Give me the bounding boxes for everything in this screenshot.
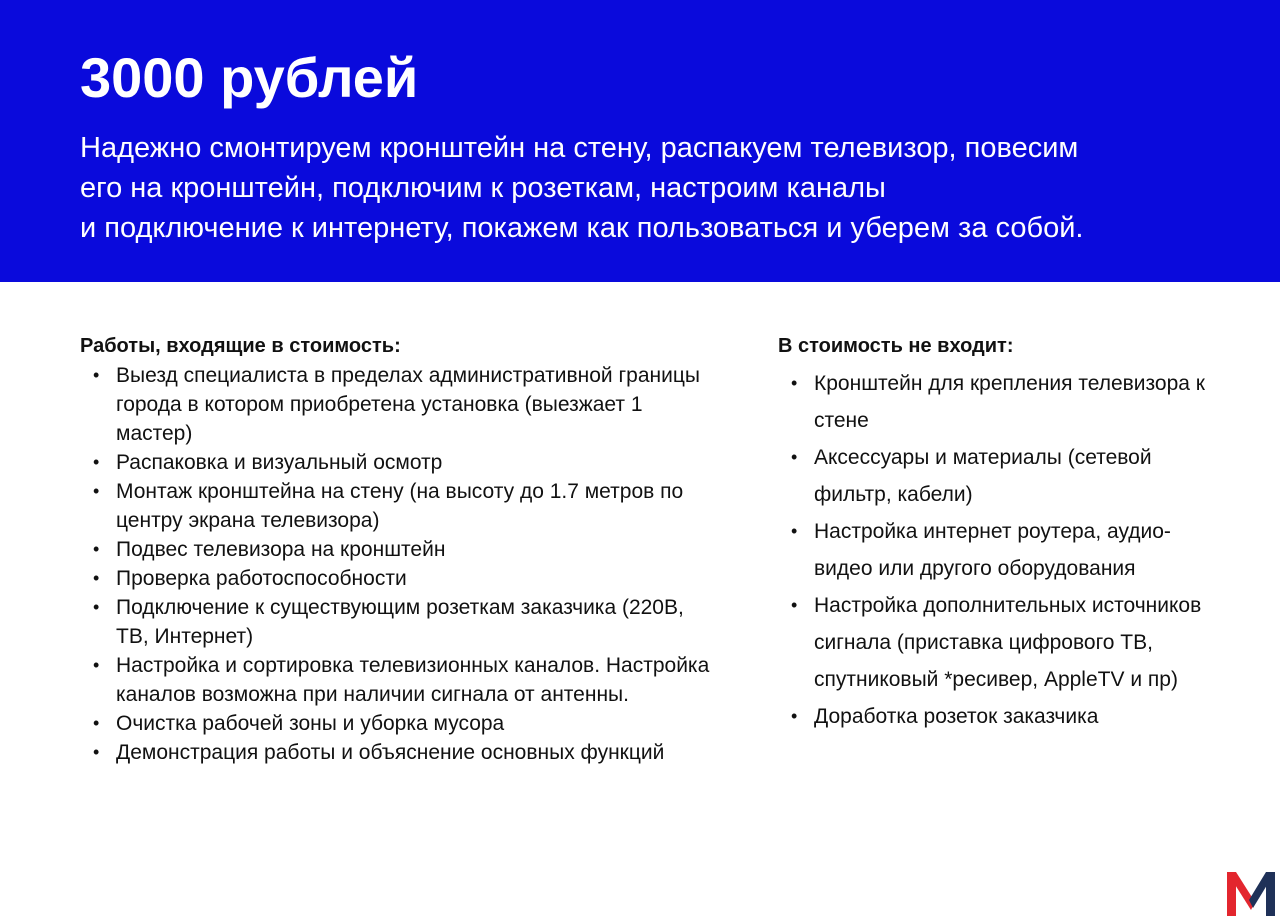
- list-item: [778, 587, 1218, 698]
- included-heading: Работы, входящие в стоимость:: [80, 335, 401, 357]
- hero-banner: [0, 0, 1280, 282]
- list-item-text: Настройка дополнительных источников сигнала (приставка цифрового ТВ, спутниковый *ресивер, AppleTV и пр): [814, 594, 1202, 691]
- list-item: [80, 738, 720, 767]
- price-title: 3000 рублей: [80, 46, 419, 109]
- bullet-icon: •: [93, 365, 100, 385]
- bullet-icon: •: [93, 655, 100, 675]
- m-logo-icon: [1227, 872, 1275, 916]
- logo-right-leg: [1266, 872, 1275, 916]
- bullet-icon: •: [93, 539, 100, 559]
- list-item: [80, 361, 720, 448]
- bullet-icon: •: [93, 597, 100, 617]
- list-item-text: Аксессуары и материалы (сетевой фильтр, кабели): [814, 446, 1152, 506]
- bullet-icon: •: [93, 568, 100, 588]
- description-line: и подключение к интернету, покажем как пользоваться и уберем за собой.: [80, 212, 1084, 244]
- list-item: [80, 593, 720, 651]
- description-line: его на кронштейн, подключим к розеткам, настроим каналы: [80, 172, 886, 204]
- bullet-icon: •: [93, 452, 100, 472]
- list-item: [80, 564, 720, 593]
- bullet-icon: •: [791, 447, 798, 467]
- bullet-icon: •: [791, 521, 798, 541]
- included-works-section: [80, 331, 720, 767]
- bullet-icon: •: [93, 713, 100, 733]
- list-item-text: Подключение к существующим розеткам заказчика (220В, ТВ, Интернет): [116, 596, 684, 648]
- list-item-text: Монтаж кронштейна на стену (на высоту до 1.7 метров по центру экрана телевизора): [116, 480, 684, 532]
- excluded-section: [778, 331, 1218, 735]
- service-description: [80, 128, 1240, 248]
- list-item-text: Очистка рабочей зоны и уборка мусора: [116, 712, 505, 735]
- included-list: [80, 361, 720, 767]
- bullet-icon: •: [93, 742, 100, 762]
- list-item-text: Подвес телевизора на кронштейн: [116, 538, 446, 561]
- list-item: [778, 439, 1218, 513]
- bullet-icon: •: [93, 481, 100, 501]
- list-item: [80, 535, 720, 564]
- list-item-text: Настройка и сортировка телевизионных каналов. Настройка каналов возможна при наличии сигнала от антенны.: [116, 654, 710, 706]
- description-line: Надежно смонтируем кронштейн на стену, распакуем телевизор, повесим: [80, 132, 1079, 164]
- excluded-heading: В стоимость не входит:: [778, 335, 1014, 357]
- list-item-text: Доработка розеток заказчика: [814, 705, 1099, 728]
- list-item-text: Распаковка и визуальный осмотр: [116, 451, 443, 474]
- list-item-text: Выезд специалиста в пределах административной границы города в котором приобретена установка (выезжает 1 мастер): [116, 364, 700, 445]
- list-item: [80, 448, 720, 477]
- list-item-text: Настройка интернет роутера, аудио-видео или другого оборудования: [814, 520, 1171, 580]
- list-item-text: Проверка работоспособности: [116, 567, 407, 590]
- bullet-icon: •: [791, 706, 798, 726]
- bullet-icon: •: [791, 595, 798, 615]
- list-item: [80, 709, 720, 738]
- list-item: [778, 365, 1218, 439]
- list-item: [778, 698, 1218, 735]
- excluded-list: [778, 365, 1218, 735]
- list-item-text: Кронштейн для крепления телевизора к стене: [814, 372, 1205, 432]
- list-item-text: Демонстрация работы и объяснение основных функций: [116, 741, 665, 764]
- list-item: [80, 651, 720, 709]
- bullet-icon: •: [791, 373, 798, 393]
- list-item: [778, 513, 1218, 587]
- list-item: [80, 477, 720, 535]
